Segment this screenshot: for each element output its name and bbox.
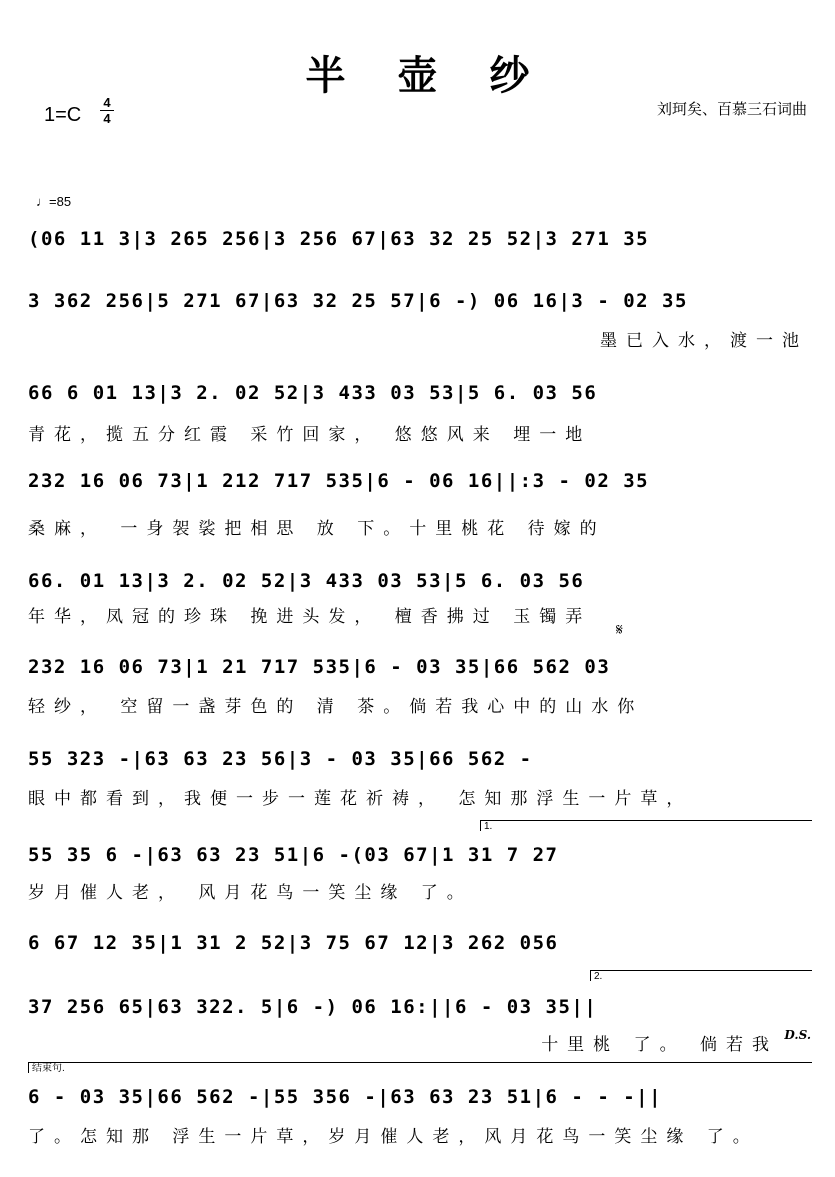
notes-line: 66. 01 13|3 2. 02 52|3 433 03 53|5 6. 03 56: [28, 570, 585, 592]
notes-line: 232 16 06 73|1 21 717 535|6 - 03 35|66 562 03: [28, 656, 611, 678]
song-title: 半壶纱: [305, 52, 582, 99]
notes-line: 3 362 256|5 271 67|63 32 25 57|6 -) 06 16|3 - 02 35: [28, 290, 688, 312]
lyrics-line: 青花，揽五分红霞 采竹回家， 悠悠风来 埋一地: [28, 425, 592, 445]
volta-1: 1.: [480, 820, 812, 831]
coda-bracket: 结束句.: [28, 1062, 812, 1073]
lyrics-line: 桑麻， 一身袈裟把相思 放 下。十里桃花 待嫁的: [28, 519, 606, 539]
time-signature-top: 4: [103, 95, 111, 110]
notes-line: 232 16 06 73|1 212 717 535|6 - 06 16||:3 - 02 35: [28, 470, 650, 492]
notes-line: 55 35 6 -|63 63 23 51|6 -(03 67|1 31 7 27: [28, 844, 559, 866]
lyrics-line: 轻纱， 空留一盏芽色的 清 茶。倘若我心中的山水你: [28, 697, 644, 717]
notes-line: 55 323 -|63 63 23 56|3 - 03 35|66 562 -: [28, 748, 533, 770]
volta-2: 2.: [590, 970, 812, 981]
time-signature: [100, 96, 114, 125]
ds-marking: D.S.: [784, 1028, 811, 1042]
lyrics-line: 眼中都看到，我便一步一莲花祈祷， 怎知那浮生一片草，: [28, 789, 693, 809]
tempo-marking: ♩=85: [36, 194, 72, 209]
notes-line: 6 67 12 35|1 31 2 52|3 75 67 12|3 262 056: [28, 932, 559, 954]
notes-line: 66 6 01 13|3 2. 02 52|3 433 03 53|5 6. 03 56: [28, 382, 598, 404]
key-signature: 1=C: [44, 104, 82, 126]
time-signature-bottom: 4: [103, 111, 111, 126]
segno-sign: 𝄋: [616, 622, 623, 639]
credits: 刘珂矣、百慕三石词曲: [656, 101, 807, 118]
lyrics-line: 十里桃 了。 倘若我: [541, 1035, 778, 1055]
lyrics-line: 墨已入水，渡一池: [600, 331, 808, 351]
lyrics-line: 年华，凤冠的珍珠 挽进头发， 檀香拂过 玉镯弄: [28, 607, 592, 627]
notes-line: (06 11 3|3 265 256|3 256 67|63 32 25 52|3 271 35: [28, 228, 650, 250]
lyrics-line: 岁月催人老， 风月花鸟一笑尘缘 了。: [28, 883, 473, 903]
lyrics-line: 了。怎知那 浮生一片草，岁月催人老，风月花鸟一笑尘缘 了。: [28, 1127, 759, 1147]
notes-line: 37 256 65|63 322. 5|6 -) 06 16:||6 - 03 35||: [28, 996, 598, 1018]
notes-line: 6 - 03 35|66 562 -|55 356 -|63 63 23 51|6 - - -||: [28, 1086, 663, 1108]
